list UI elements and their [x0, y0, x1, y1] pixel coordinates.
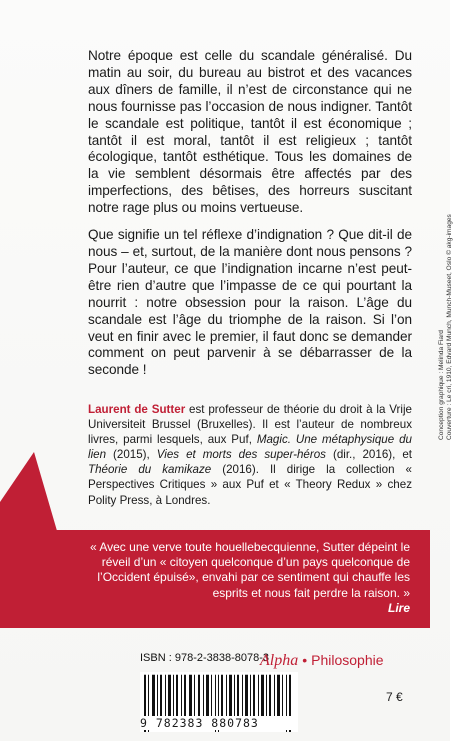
author-name: Laurent de Sutter	[88, 403, 186, 416]
bio-title-3: Théorie du kamikaze	[88, 463, 212, 477]
bio-text-1: est professeur de théorie du droit à la Vrije Universiteit Brussel (Bruxelles). Il est l’auteur de nombreux livres, parmi lesquels, aux Puf,	[88, 403, 413, 447]
isbn: ISBN : 978-2-3838-8078-3	[140, 652, 270, 664]
quote-box	[0, 530, 430, 628]
barcode-digits: 9 782383 880783	[140, 716, 298, 730]
bio-title-2: Vies et morts des super-héros	[156, 448, 326, 462]
blurb	[88, 48, 412, 389]
publisher-mark	[260, 652, 384, 670]
quote-text: « Avec une verve toute houellebecquienne, Sutter dépeint le réveil d’un « citoyen quelconque d’un pays quelconque de l’Occident épuisé», envahi par ce sentiment qui chauffe les esprits et nous fait perdre la raison. »	[90, 540, 411, 600]
blurb-paragraph-1: Notre époque est celle du scandale généralisé. Du matin au soir, du bureau au bistrot et des vacances aux dîners de famille, il n’est de circonstance qui ne nous fournisse pas l’occasion de nous indigner. Tantôt le scandale est politique, tantôt il est économique ; tantôt il est moral, tantôt il est religieux ; tantôt écologique, tantôt esthétique. Tous les domaines de la vie semblent désormais être affectés par des imperfections, des bêtises, des horreurs suscitant notre rage plus ou moins vertueuse.	[88, 48, 412, 216]
press-quote	[90, 540, 410, 616]
bio-title-1: Magic. Une métaphysique du lien	[88, 433, 412, 462]
quote-source: Lire	[387, 600, 410, 615]
blurb-paragraph-2: Que signifie un tel réflexe d’indignation ? Que dit-il de nous – et, surtout, de la manière dont nous pensons ? Pour l’auteur, ce que l’indignation incarne n’est peut-être rien d’autre que l’impasse de ce qui pourtant la nourrit : notre obsession pour la raison. L’âge du scandale est l’âge du triomphe de la raison. Si l’on veut en finir avec le premier, il faut donc se demander comment on peut parvenir à se débarrasser de la seconde !	[88, 227, 412, 378]
bio-text-3: (dir., 2016), et	[325, 448, 412, 462]
author-bio	[88, 402, 412, 508]
price: 7 €	[386, 690, 403, 704]
bio-text-2: (2015),	[106, 448, 157, 462]
bio-text-4: (2016). Il dirige la collection « Perspectives Critiques » aux Puf et « Theory Redux » chez Polity Press, à Londres.	[88, 463, 412, 507]
back-cover: Notre époque est celle du scandale généralisé. Du matin au soir, du bureau au bistrot et des vacances aux dîners de famille, il n’est de circonstance qui ne nous fournisse pas l’occasion de nous indigner. Tantôt le scandale est politique, tantôt il est économique ; tantôt il est moral, tantôt il est religieux ; tantôt écologique, tantôt esthétique. Tous les domaines de la vie semblent désormais être affectés par des imperfections, des bêtises, des horreurs suscitant notre rage plus ou moins vertueuse. Que signifie un tel réflexe d’indignation ? Que dit-il de nous – et, surtout, de la manière dont nous pensons ? Pour l’auteur, ce que l’indignation incarne n’est peut-être rien d’autre que l’impasse de ce qui pourtant la nourrit : notre obsession pour la raison. L’âge du scandale est l’âge du triomphe de la raison. Si l’on veut en finir avec le premier, il faut donc se demander comment on peut parvenir à se débarrasser de la seconde ! Laurent de Sutter est professeur de théorie du droit à la Vrije Universiteit Brussel (Bruxelles). Il est l’auteur de nombreux livres, parmi lesquels, aux Puf, Magic. Une métaphysique du lien (2015), Vies et morts des super-héros (dir., 2016), et Théorie du kamikaze (2016). Il dirige la collection « Perspectives Critiques » aux Puf et « Theory Redux » chez Polity Press, à Londres. « Avec une verve toute houellebecquienne, Sutter dépeint le réveil d’un « citoyen quelconque d’un pays quelconque de l’Occident épuisé», envahi par ce sentiment qui chauffe les esprits et nous fait perdre la raison. » Lire Conception graphique : Melinda Fiard Couverture : Le cri, 1910, Edvard Munch, Munch-Museet, Oslo © akg-images ISBN : 978-2-3838-8078-3 Alpha • Philosophie 9 782383 880783 7 €	[0, 0, 450, 741]
collection-name: Philosophie	[311, 652, 384, 668]
publisher-separator: •	[302, 652, 308, 668]
publisher-name: Alpha	[260, 652, 299, 669]
